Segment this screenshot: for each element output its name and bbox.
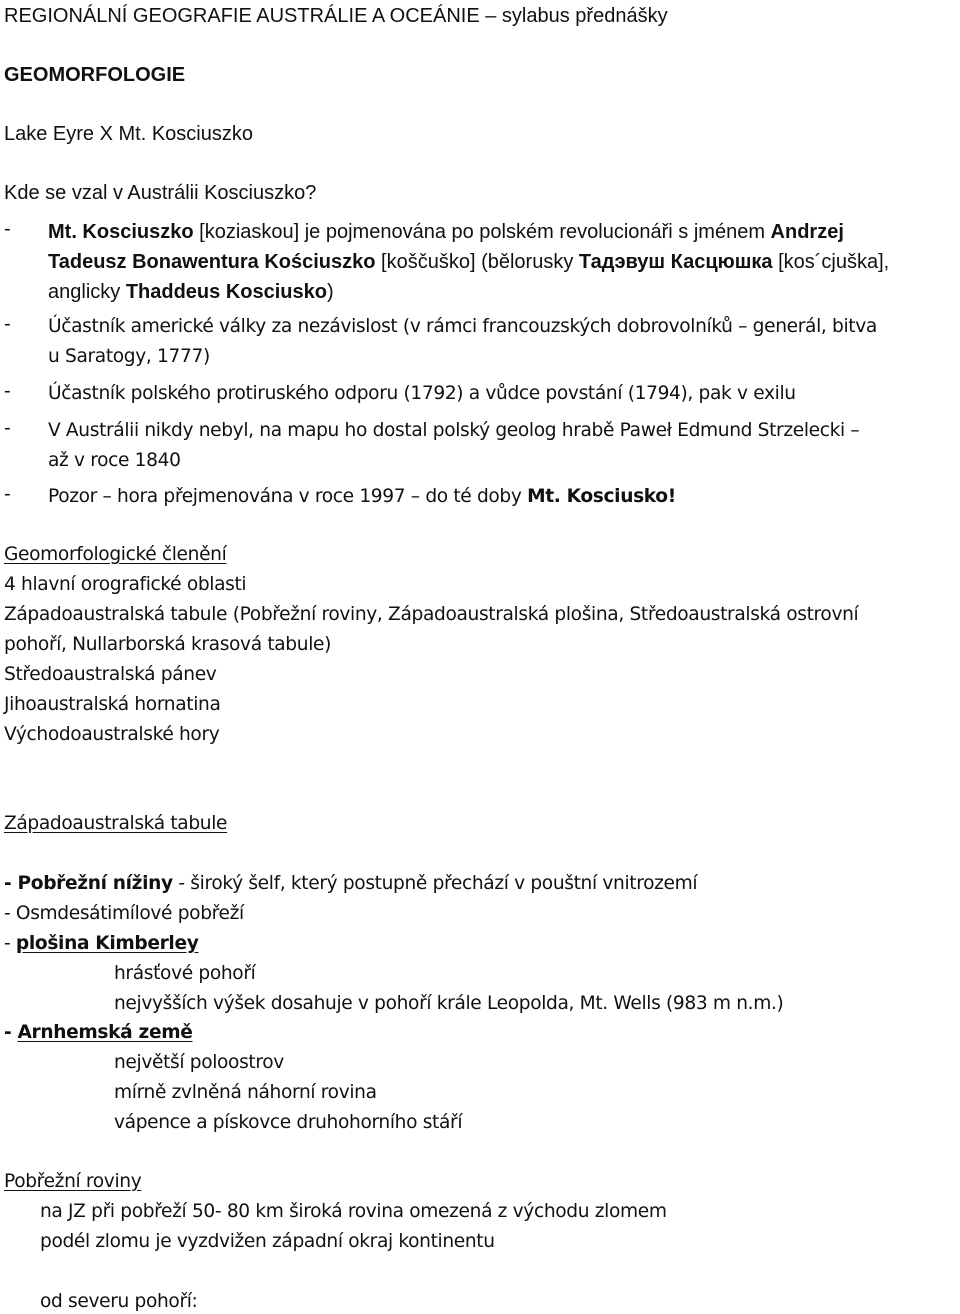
pob-line-2: podél zlomu je vyzdvižen západní okraj kontinentu <box>40 1231 495 1252</box>
zap-item-3-sub-1: hrásťové pohoří <box>114 963 256 984</box>
bullet-dash: - <box>4 218 11 240</box>
bold-text: Pobřežní nížiny <box>17 873 173 894</box>
bullet-5-line-1 <box>48 485 676 509</box>
zap-item-4-sub-3: vápence a pískovce druhohorního stáří <box>114 1112 463 1133</box>
text: - <box>4 933 16 954</box>
members-line-3: Středoaustralská pánev <box>4 664 217 685</box>
bullet-2-line-1: Účastník americké války za nezávislost (v rámci francouzských dobrovolníků – generál, bitva <box>48 316 877 337</box>
members-line-2: pohoří, Nullarborská krasová tabule) <box>4 634 331 655</box>
bullet-dash: - <box>4 417 11 439</box>
bullet-2-line-2: u Saratogy, 1777) <box>48 346 210 367</box>
zap-item-1 <box>4 872 697 896</box>
text: [kos´cjuška], <box>772 251 890 273</box>
pob-line-1: na JZ při pobřeží 50- 80 km široká rovina omezená z východu zlomem <box>40 1201 667 1222</box>
text: [koščuško] (bělorusky <box>375 251 579 273</box>
text: - <box>4 1022 18 1043</box>
members-line-4: Jihoaustralská hornatina <box>4 694 221 715</box>
text: anglicky <box>48 281 126 303</box>
pob-line-3: od severu pohoří: <box>40 1291 198 1312</box>
bullet-3-line-1: Účastník polského protiruského odporu (1792) a vůdce povstání (1794), pak v exilu <box>48 383 796 404</box>
bold-text: Тадэвуш Касцюшка <box>578 251 773 273</box>
bullet-dash: - <box>4 313 11 335</box>
bold-text: Thaddeus Kosciusko <box>125 281 327 303</box>
text: ) <box>326 281 334 303</box>
zap-heading: Západoaustralská tabule <box>4 813 228 834</box>
bold-text: Mt. Kosciusko! <box>527 486 676 507</box>
bold-text: Mt. Kosciuszko <box>48 221 194 243</box>
bullet-4-line-2: až v roce 1840 <box>48 450 181 471</box>
section-heading: GEOMORFOLOGIE <box>4 64 186 86</box>
members-heading: Geomorfologické členění <box>4 544 227 565</box>
members-line-5: Východoaustralské hory <box>4 724 220 745</box>
zap-item-4-sub-2: mírně zvlněná náhorní rovina <box>114 1082 377 1103</box>
bullet-dash: - <box>4 380 11 402</box>
question-line: Kde se vzal v Austrálii Kosciuszko? <box>4 182 317 204</box>
zap-item-2: - Osmdesátimílové pobřeží <box>4 903 244 924</box>
bold-underlined-text: plošina Kimberley <box>15 933 199 954</box>
bold-underlined-text: Arnhemská země <box>17 1022 193 1043</box>
bullet-4-line-1: V Austrálii nikdy nebyl, na mapu ho dostal polský geolog hrabě Paweł Edmund Strzelecki – <box>48 420 860 441</box>
text: - <box>4 873 18 894</box>
members-line-1: Západoaustralská tabule (Pobřežní roviny, Západoaustralská plošina, Středoaustralská ostrovní <box>4 604 859 625</box>
text: Pozor – hora přejmenována v roce 1997 – do té doby <box>48 486 528 507</box>
subtitle: Lake Eyre X Mt. Kosciuszko <box>4 123 253 145</box>
bullet-1-line-2 <box>48 250 889 274</box>
pob-heading: Pobřežní roviny <box>4 1171 142 1192</box>
bold-text: Andrzej <box>770 221 844 243</box>
zap-item-4-sub-1: největší poloostrov <box>114 1052 284 1073</box>
zap-item-4 <box>4 1021 193 1045</box>
zap-item-3-sub-2: nejvyšších výšek dosahuje v pohoří krále Leopolda, Mt. Wells (983 m n.m.) <box>114 993 784 1014</box>
bullet-1-line-1 <box>48 220 844 244</box>
bullet-dash: - <box>4 483 11 505</box>
text: - široký šelf, který postupně přechází v pouštní vnitrozemí <box>172 873 698 894</box>
bold-text: Tadeusz Bonawentura Kościuszko <box>48 251 376 273</box>
zap-item-3 <box>4 932 198 956</box>
text: [koziaskou] je pojmenována po polském revolucionáři s jménem <box>193 221 771 243</box>
document-title: REGIONÁLNÍ GEOGRAFIE AUSTRÁLIE A OCEÁNIE – sylabus přednášky <box>4 5 668 27</box>
bullet-1-line-3 <box>48 280 334 304</box>
members-intro: 4 hlavní orografické oblasti <box>4 574 247 595</box>
